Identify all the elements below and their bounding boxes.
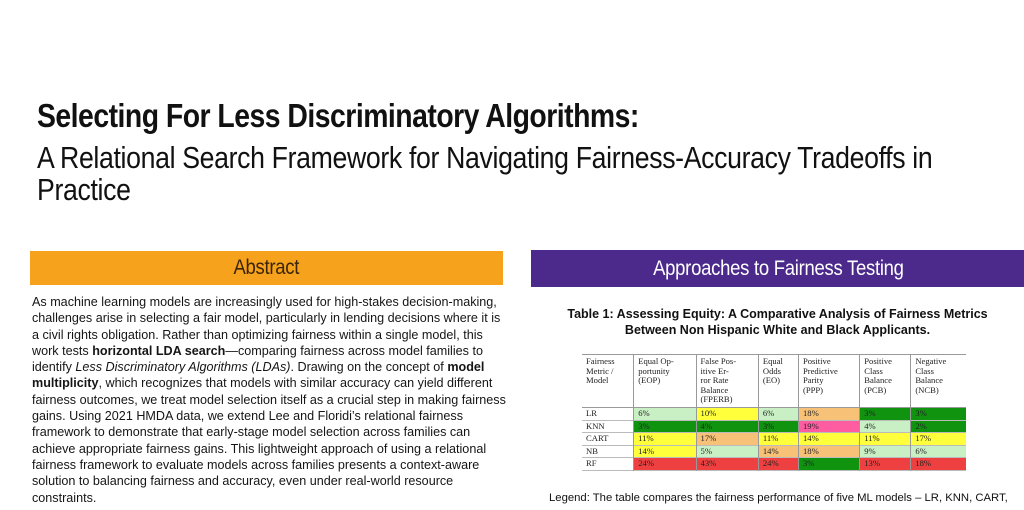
table-row	[582, 445, 966, 458]
table-header-line: Odds	[762, 365, 782, 376]
table-header-line: Parity	[802, 375, 824, 386]
table-header-cell	[696, 355, 758, 408]
poster-title: Selecting For Less Discriminatory Algorithms:	[37, 97, 639, 134]
metric-value-cell: 3%	[911, 407, 966, 420]
metric-value-cell: 24%	[634, 458, 696, 471]
metric-value-cell: 3%	[634, 420, 696, 433]
metric-value-cell: 11%	[758, 433, 798, 446]
table-header-line: ror Rate	[700, 375, 729, 386]
abstract-text-part: —comparing fairness across model families to identify	[32, 343, 483, 375]
abstract-text-part: , which recognizes that models with similar accuracy can yield different fairness outcomes, we treat model selection itself as a crucial step in making fairness gains. Using 2021 HMDA data, we extend Lee and Floridi’s relational fairness framework to demonstrate that early-stage model selection across families can achieve appropriate fairness gains. This lightweight approach of using a relational fairness framework to evaluate models across families presents a context-aware solution to balancing fairness and accuracy, even under real-world resource constraints.	[32, 376, 506, 505]
table-header-row	[582, 355, 966, 408]
table-header-line: (FPERB)	[700, 394, 733, 405]
abstract-heading-bar	[30, 251, 503, 285]
table-header-line: Predictive	[802, 365, 838, 376]
metric-value-cell: 18%	[798, 407, 859, 420]
poster-subtitle: A Relational Search Framework for Navigating Fairness-Accuracy Tradeoffs in Practice	[37, 140, 933, 207]
model-name-cell: KNN	[582, 420, 634, 433]
metric-value-cell: 10%	[696, 407, 758, 420]
table-header-cell	[582, 355, 634, 408]
table-header-line: (PPP)	[802, 384, 824, 395]
metric-value-cell: 3%	[758, 420, 798, 433]
table-header-line: False Pos-	[700, 356, 737, 366]
table-header-line: itive Er-	[700, 365, 729, 376]
metric-value-cell: 2%	[911, 420, 966, 433]
metric-value-cell: 6%	[634, 407, 696, 420]
metric-value-cell: 3%	[798, 458, 859, 471]
metric-value-cell: 14%	[758, 445, 798, 458]
table-caption: Table 1: Assessing Equity: A Comparative Analysis of Fairness Metrics Between Non Hispanic White and Black Applicants.	[567, 307, 988, 337]
table-header-line: Equal	[762, 356, 783, 366]
table-header-line: (EO)	[762, 375, 781, 386]
table-header-line: Metric /	[586, 365, 614, 376]
table-header-line: Class	[864, 365, 883, 376]
metric-value-cell: 18%	[798, 445, 859, 458]
model-name-cell: NB	[582, 445, 634, 458]
table-header-line: (PCB)	[864, 384, 887, 395]
table-header-cell	[911, 355, 966, 408]
abstract-term-ldas: Less Discriminatory Algorithms (LDAs)	[75, 360, 291, 375]
metric-value-cell: 14%	[798, 433, 859, 446]
metric-value-cell: 17%	[911, 433, 966, 446]
abstract-term-model-multiplicity: model multiplicity	[32, 360, 485, 391]
abstract-term-horizontal-lda: horizontal LDA search	[92, 343, 226, 358]
poster-title-block	[37, 98, 1007, 206]
table-header-line: Positive	[864, 356, 892, 366]
model-name-cell: CART	[582, 433, 634, 446]
metric-value-cell: 17%	[696, 433, 758, 446]
table-header-line: Class	[915, 365, 934, 376]
metric-value-cell: 5%	[696, 445, 758, 458]
metric-value-cell: 3%	[860, 407, 911, 420]
metric-value-cell: 6%	[758, 407, 798, 420]
metric-value-cell: 43%	[696, 458, 758, 471]
table-header	[582, 355, 966, 408]
table-header-line: Balance	[700, 384, 729, 395]
table-legend: Legend: The table compares the fairness performance of five ML models – LR, KNN, CART,	[549, 492, 1008, 504]
table-header-line: portunity	[638, 365, 670, 376]
table-header-line: Fairness	[586, 356, 615, 366]
table-header-line: (EOP)	[638, 375, 661, 386]
table-header-line: Model	[586, 375, 609, 386]
table-header-line: Balance	[864, 375, 892, 386]
abstract-text	[32, 294, 510, 506]
metric-value-cell: 6%	[911, 445, 966, 458]
fairness-metrics-table	[582, 354, 966, 471]
abstract-heading: Abstract	[233, 256, 300, 279]
abstract-text-part: . Drawing on the concept of	[290, 360, 448, 375]
table-header-cell	[798, 355, 859, 408]
metric-value-cell: 4%	[696, 420, 758, 433]
metric-value-cell: 11%	[634, 433, 696, 446]
table-row	[582, 433, 966, 446]
metric-value-cell: 14%	[634, 445, 696, 458]
metric-value-cell: 4%	[860, 420, 911, 433]
table-row	[582, 420, 966, 433]
table-header-line: Balance	[915, 375, 943, 386]
metric-value-cell: 18%	[911, 458, 966, 471]
table-header-line: Positive	[802, 356, 831, 366]
table-header-cell	[758, 355, 798, 408]
model-name-cell: LR	[582, 407, 634, 420]
table-row	[582, 407, 966, 420]
table-row	[582, 458, 966, 471]
metric-value-cell: 13%	[860, 458, 911, 471]
metric-value-cell: 9%	[860, 445, 911, 458]
model-name-cell: RF	[582, 458, 634, 471]
table-header-line: Negative	[915, 356, 947, 366]
table-header-line: (NCB)	[915, 384, 939, 395]
approaches-heading: Approaches to Fairness Testing	[653, 256, 904, 280]
table-header-cell	[860, 355, 911, 408]
approaches-heading-bar	[531, 250, 1024, 287]
table-body	[582, 407, 966, 470]
table-header-cell	[634, 355, 696, 408]
metric-value-cell: 24%	[758, 458, 798, 471]
abstract-text-part: As machine learning models are increasingly used for high-stakes decision-making, challenges arise in selecting a fair model, particularly in lending decisions where it is a civil rights obligation. Rather than optimizing fairness within a single model, this work tests	[32, 295, 501, 358]
metric-value-cell: 11%	[860, 433, 911, 446]
table-header-line: Equal Op-	[638, 356, 674, 366]
metric-value-cell: 19%	[798, 420, 859, 433]
